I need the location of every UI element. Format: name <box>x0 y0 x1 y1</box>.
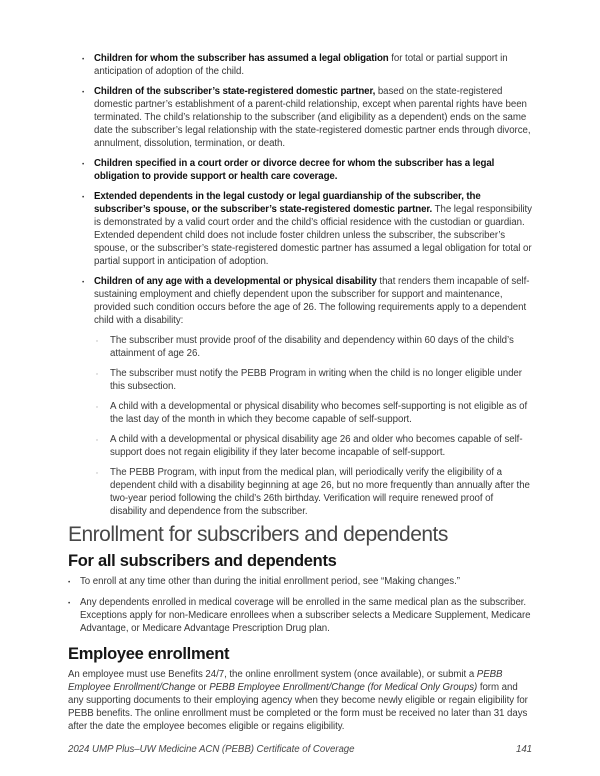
footer-page-number: 141 <box>515 744 532 755</box>
list-item <box>82 190 532 268</box>
sub-bullet-icon: ◦ <box>96 437 99 444</box>
list-item-text: To enroll at any time other than during the initial enrollment period, see “Making changes.” <box>80 576 460 587</box>
bullet-icon: • <box>82 279 85 286</box>
bullet-icon: • <box>82 89 85 96</box>
bullet-icon: • <box>68 579 71 586</box>
subsection-heading-employee-enrollment: Employee enrollment <box>68 645 230 663</box>
sub-item-text: A child with a developmental or physical disability who becomes self-supporting is not eligible as of the last day of the month in which they become capable of self-support. <box>110 401 528 425</box>
page-footer <box>68 743 532 756</box>
list-item <box>82 157 532 183</box>
list-item-text <box>94 275 532 518</box>
list-item <box>82 85 532 150</box>
sub-item-text: The subscriber must notify the PEBB Program in writing when the child is no longer eligible under this subsection. <box>110 368 522 392</box>
sub-list-item <box>96 334 532 360</box>
bullet-icon: • <box>82 161 85 168</box>
item-bold-text: Extended dependents in the legal custody or legal guardianship of the subscriber, the subscriber’s spouse, or the subscriber’s state-registered domestic partner. <box>94 191 481 215</box>
sub-bullet-icon: ◦ <box>96 404 99 411</box>
bullet-icon: • <box>82 194 85 201</box>
list-item <box>82 52 532 78</box>
sub-list-item <box>96 400 532 426</box>
list-item <box>82 275 532 518</box>
item-bold-text: Children for whom the subscriber has assumed a legal obligation <box>94 53 389 64</box>
sub-list-item <box>96 367 532 393</box>
sub-list-item <box>96 433 532 459</box>
list-item-text: Any dependents enrolled in medical coverage will be enrolled in the same medical plan as the subscriber. Exceptions apply for non-Medicare enrollees when a subscriber selects a Medicare Supplement, Medicare Advantage, or Medicare Advantage Prescription Drug plan. <box>80 597 531 634</box>
item-bold-text: Children of the subscriber’s state-registered domestic partner, <box>94 86 376 97</box>
list-item-text <box>94 85 532 150</box>
paragraph-run: An employee must use Benefits 24/7, the online enrollment system (once available), or submit a <box>68 669 477 680</box>
list-item-text <box>94 190 532 268</box>
item-bold-text: Children specified in a court order or divorce decree for whom the subscriber has a legal obligation to provide support or health care coverage. <box>94 158 495 182</box>
disability-requirements-list <box>96 334 532 518</box>
item-regular-text: The legal responsibility is demonstrated by a valid court order and the child’s official residence with the custodian or guardian. Extended dependent child does not include foster children unless the subscriber, the subscriber’s spouse, or the subscriber’s state-registered domestic partner has assumed a legal obligation for total or partial support in anticipation of adoption. <box>94 204 532 267</box>
sub-item-text: The subscriber must provide proof of the disability and dependency within 60 days of the child’s attainment of age 26. <box>110 335 514 359</box>
item-regular-text: based on the state-registered domestic partner’s establishment of a parent-child relationship, except when parental rights have been terminated. The child’s relationship to the subscriber (and eligibility as a dependent) ends on the same date the subscriber’s legal relationship with the state-registered domestic partner ends through divorce, annulment, dissolution, termination, or death. <box>94 86 531 149</box>
sub-bullet-icon: ◦ <box>96 371 99 378</box>
dependents-list <box>82 52 532 518</box>
item-bold-text: Children of any age with a developmental or physical disability <box>94 276 377 287</box>
item-regular-text: for total or partial support in anticipation of adoption of the child. <box>94 53 508 77</box>
paragraph-run: form and any supporting documents to their employing agency when they become newly eligible or regain eligibility for PEBB benefits. The online enrollment must be completed or the form must be received no later than 31 days after the date the employee becomes eligible or regains eligibility. <box>68 682 528 732</box>
sub-bullet-icon: ◦ <box>96 470 99 477</box>
list-item <box>68 575 532 589</box>
list-item-text <box>94 157 532 183</box>
subsection-heading-for-all: For all subscribers and dependents <box>68 552 337 570</box>
sub-item-text: The PEBB Program, with input from the medical plan, will periodically verify the eligibility of a dependent child with a disability beginning at age 26, but no more frequently than annually after the two-year period following the child’s 26th birthday. Verification will require renewed proof of disability and dependence from the subscriber. <box>110 467 530 517</box>
for-all-bullet-list <box>68 575 532 635</box>
employee-enrollment-paragraph <box>68 668 532 733</box>
item-regular-text: that renders them incapable of self-sustaining employment and chiefly dependent upon the subscriber for support and maintenance, provided such condition occurs before the age of 26. The following requirements apply to a dependent child with a disability: <box>94 276 530 326</box>
section-heading-enrollment: Enrollment for subscribers and dependents <box>68 523 448 546</box>
footer-document-title: 2024 UMP Plus–UW Medicine ACN (PEBB) Certificate of Coverage <box>68 744 355 755</box>
sub-item-text: A child with a developmental or physical disability age 26 and older who becomes capable of self-support does not regain eligibility if they later become incapable of self-support. <box>110 434 523 458</box>
sub-bullet-icon: ◦ <box>96 338 99 345</box>
paragraph-run: or <box>195 682 210 693</box>
bullet-icon: • <box>68 600 71 607</box>
paragraph-run-italic: PEBB Employee Enrollment/Change <box>68 669 503 693</box>
bullet-icon: • <box>82 56 85 63</box>
sub-list-item <box>96 466 532 518</box>
paragraph-run-italic: PEBB Employee Enrollment/Change (for Medical Only Groups) <box>209 682 478 693</box>
list-item <box>68 596 532 635</box>
list-item-text <box>94 52 532 78</box>
